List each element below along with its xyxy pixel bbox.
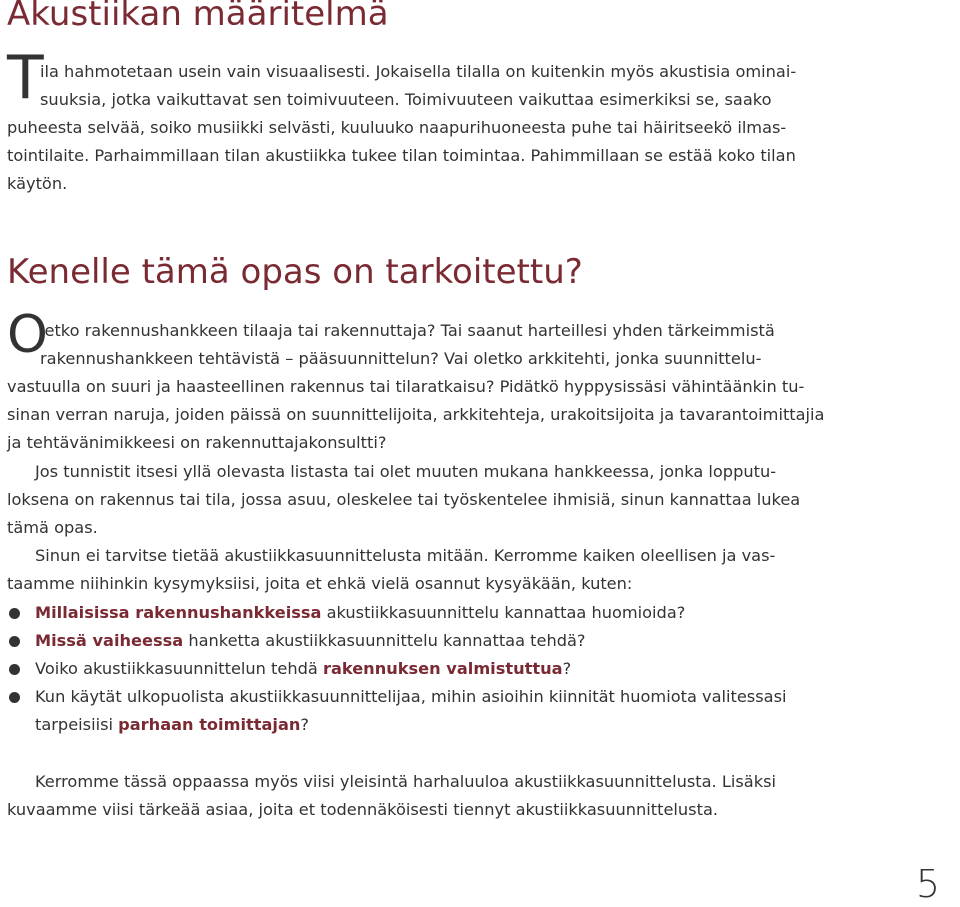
paragraph-line: käytön. <box>7 174 68 193</box>
bullet-icon <box>9 692 20 703</box>
paragraph-line: taamme niihinkin kysymyksiisi, joita et ehkä vielä osannut kysyäkään, kuten: <box>7 574 633 593</box>
page-number: 5 <box>915 862 940 906</box>
paragraph-line: loksena on rakennus tai tila, jossa asuu, oleskelee tai työskentelee ihmisiä, sinun kannattaa lukea <box>7 490 801 509</box>
drop-cap-o: O <box>7 305 48 365</box>
list-item-text: akustiikkasuunnittelu kannattaa huomioida? <box>321 603 686 622</box>
list-item-emphasis: Missä vaiheessa <box>35 631 184 650</box>
paragraph-line: puheesta selvää, soiko musiikki selvästi, kuuluuko naapurihuoneesta puhe tai häiritseekö ilmas- <box>7 118 787 137</box>
section-heading-target-audience: Kenelle tämä opas on tarkoitettu? <box>7 252 583 292</box>
list-item <box>35 599 685 627</box>
paragraph-line: sinan verran naruja, joiden päissä on suunnittelijoita, arkkitehteja, urakoitsijoita ja tavarantoimittajia <box>7 405 825 424</box>
section-heading-acoustics-definition: Akustiikan määritelmä <box>7 0 389 34</box>
list-item-text: hanketta akustiikkasuunnittelu kannattaa tehdä? <box>183 631 586 650</box>
paragraph-line: ila hahmotetaan usein vain visuaalisesti. Jokaisella tilalla on kuitenkin myös akustisia ominai- <box>40 62 797 81</box>
paragraph-line: kuvaamme viisi tärkeää asiaa, joita et todennäköisesti tiennyt akustiikkasuunnittelusta. <box>7 800 719 819</box>
bullet-icon <box>9 636 20 647</box>
list-item-text: tarpeisiisi <box>35 715 119 734</box>
drop-cap-t: T <box>7 43 44 113</box>
paragraph-line: tämä opas. <box>7 518 98 537</box>
list-item-text: Voiko akustiikkasuunnittelun tehdä <box>35 659 323 678</box>
paragraph-line: suuksia, jotka vaikuttavat sen toimivuuteen. Toimivuuteen vaikuttaa esimerkiksi se, saako <box>40 90 772 109</box>
paragraph-line: Jos tunnistit itsesi yllä olevasta listasta tai olet muuten mukana hankkeessa, jonka lopputu- <box>35 462 777 481</box>
list-item-text: ? <box>300 715 310 734</box>
paragraph-line: letko rakennushankkeen tilaaja tai rakennuttaja? Tai saanut harteillesi yhden tärkeimmistä <box>40 321 775 340</box>
paragraph-line: tointilaite. Parhaimmillaan tilan akustiikka tukee tilan toimintaa. Pahimmillaan se estää koko tilan <box>7 146 796 165</box>
bullet-icon <box>9 608 20 619</box>
list-item: Kun käytät ulkopuolista akustiikkasuunnittelijaa, mihin asioihin kiinnität huomiota valitessasi <box>35 687 787 706</box>
list-item <box>35 627 586 655</box>
list-item-emphasis: rakennuksen valmistuttua <box>322 659 563 678</box>
paragraph-line: rakennushankkeen tehtävistä – pääsuunnittelun? Vai oletko arkkitehti, jonka suunnittelu- <box>40 349 762 368</box>
bullet-icon <box>9 664 20 675</box>
list-item-emphasis: Millaisissa rakennushankkeissa <box>35 603 322 622</box>
paragraph-line: vastuulla on suuri ja haasteellinen rakennus tai tilaratkaisu? Pidätkö hyppysissäsi vähintäänkin tu- <box>7 377 805 396</box>
paragraph-line: ja tehtävänimikkeesi on rakennuttajakonsultti? <box>7 433 387 452</box>
list-item-text: ? <box>562 659 572 678</box>
list-item <box>35 655 571 683</box>
list-item-emphasis: parhaan toimittajan <box>118 715 301 734</box>
paragraph-line: Kerromme tässä oppaassa myös viisi yleisintä harhaluuloa akustiikkasuunnittelusta. Lisäksi <box>35 772 776 791</box>
paragraph-line: Sinun ei tarvitse tietää akustiikkasuunnittelusta mitään. Kerromme kaiken oleellisen ja vas- <box>35 546 776 565</box>
list-item-continuation <box>35 711 309 739</box>
